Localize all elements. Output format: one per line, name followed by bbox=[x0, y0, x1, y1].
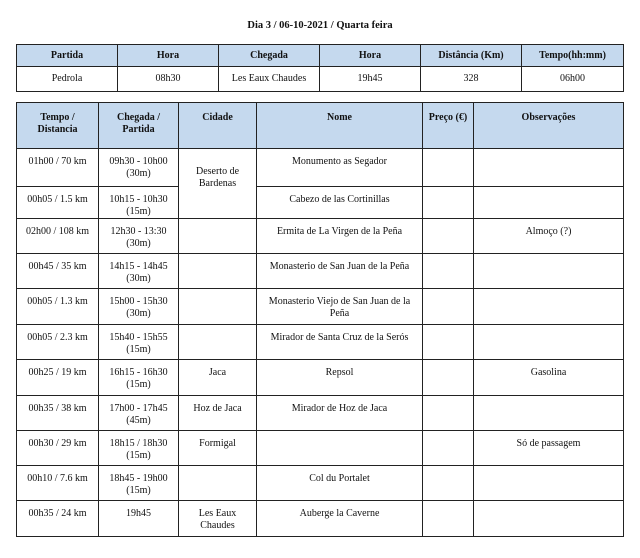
preco-cell bbox=[423, 254, 474, 289]
summary-header-chegada: Chegada bbox=[219, 45, 320, 67]
chegada-partida-cell: 18h45 - 19h00 (15m) bbox=[99, 466, 179, 501]
itinerary-row bbox=[17, 289, 624, 325]
tempo-distancia-cell: 00h45 / 35 km bbox=[17, 254, 99, 289]
tempo-distancia-cell: 00h25 / 19 km bbox=[17, 360, 99, 396]
nome-cell: Monasterio de San Juan de la Peña bbox=[257, 254, 423, 289]
observacoes-cell bbox=[474, 325, 624, 360]
summary-header-partida: Partida bbox=[17, 45, 118, 67]
preco-cell bbox=[423, 360, 474, 396]
observacoes-cell bbox=[474, 396, 624, 431]
preco-cell bbox=[423, 466, 474, 501]
chegada-partida-cell: 12h30 - 13:30 (30m) bbox=[99, 219, 179, 254]
chegada-partida-cell: 15h00 - 15h30 (30m) bbox=[99, 289, 179, 325]
itinerary-row bbox=[17, 431, 624, 466]
summary-partida: Pedrola bbox=[17, 67, 118, 92]
cidade-cell: Deserto de Bardenas bbox=[179, 149, 257, 219]
observacoes-cell: Só de passagem bbox=[474, 431, 624, 466]
cidade-cell bbox=[179, 254, 257, 289]
cidade-cell: Jaca bbox=[179, 360, 257, 396]
chegada-partida-cell: 14h15 - 14h45 (30m) bbox=[99, 254, 179, 289]
itinerary-table bbox=[16, 102, 624, 537]
summary-hora-chegada: 19h45 bbox=[320, 67, 421, 92]
observacoes-cell bbox=[474, 289, 624, 325]
itinerary-row bbox=[17, 149, 624, 187]
observacoes-cell bbox=[474, 501, 624, 537]
tempo-distancia-cell: 00h05 / 2.3 km bbox=[17, 325, 99, 360]
chegada-partida-cell: 10h15 - 10h30 (15m) bbox=[99, 187, 179, 219]
tempo-distancia-cell: 02h00 / 108 km bbox=[17, 219, 99, 254]
observacoes-cell bbox=[474, 254, 624, 289]
tempo-distancia-cell: 00h35 / 38 km bbox=[17, 396, 99, 431]
preco-cell bbox=[423, 187, 474, 219]
itinerary-body bbox=[17, 149, 624, 537]
preco-cell bbox=[423, 219, 474, 254]
summary-table bbox=[16, 44, 624, 92]
header-preco: Preço (€) bbox=[423, 103, 474, 149]
tempo-distancia-cell: 00h05 / 1.3 km bbox=[17, 289, 99, 325]
summary-header-row bbox=[17, 45, 624, 67]
summary-header-hora-partida: Hora bbox=[118, 45, 219, 67]
itinerary-row bbox=[17, 219, 624, 254]
nome-cell: Repsol bbox=[257, 360, 423, 396]
chegada-partida-cell: 09h30 - 10h00 (30m) bbox=[99, 149, 179, 187]
header-cidade: Cidade bbox=[179, 103, 257, 149]
observacoes-cell bbox=[474, 466, 624, 501]
itinerary-row bbox=[17, 360, 624, 396]
tempo-distancia-cell: 00h30 / 29 km bbox=[17, 431, 99, 466]
nome-cell bbox=[257, 431, 423, 466]
tempo-distancia-cell: 00h35 / 24 km bbox=[17, 501, 99, 537]
summary-header-tempo: Tempo(hh:mm) bbox=[522, 45, 624, 67]
cidade-cell: Formigal bbox=[179, 431, 257, 466]
summary-tempo: 06h00 bbox=[522, 67, 624, 92]
preco-cell bbox=[423, 431, 474, 466]
chegada-partida-cell: 18h15 / 18h30 (15m) bbox=[99, 431, 179, 466]
summary-chegada: Les Eaux Chaudes bbox=[219, 67, 320, 92]
nome-cell: Monasterio Viejo de San Juan de la Peña bbox=[257, 289, 423, 325]
observacoes-cell: Gasolina bbox=[474, 360, 624, 396]
summary-values-row bbox=[17, 67, 624, 92]
observacoes-cell bbox=[474, 149, 624, 187]
nome-cell: Ermita de La Virgen de la Peña bbox=[257, 219, 423, 254]
chegada-partida-cell: 16h15 - 16h30 (15m) bbox=[99, 360, 179, 396]
observacoes-cell bbox=[474, 187, 624, 219]
nome-cell: Monumento as Segador bbox=[257, 149, 423, 187]
cidade-cell: Les Eaux Chaudes bbox=[179, 501, 257, 537]
preco-cell bbox=[423, 396, 474, 431]
header-tempo-distancia: Tempo / Distancia bbox=[17, 103, 99, 149]
nome-cell: Auberge la Caverne bbox=[257, 501, 423, 537]
itinerary-row bbox=[17, 501, 624, 537]
chegada-partida-cell: 15h40 - 15h55 (15m) bbox=[99, 325, 179, 360]
itinerary-row bbox=[17, 325, 624, 360]
cidade-cell bbox=[179, 325, 257, 360]
preco-cell bbox=[423, 501, 474, 537]
cidade-cell bbox=[179, 466, 257, 501]
cidade-cell bbox=[179, 289, 257, 325]
tempo-distancia-cell: 01h00 / 70 km bbox=[17, 149, 99, 187]
summary-hora-partida: 08h30 bbox=[118, 67, 219, 92]
chegada-partida-cell: 19h45 bbox=[99, 501, 179, 537]
header-nome: Nome bbox=[257, 103, 423, 149]
cidade-cell bbox=[179, 219, 257, 254]
cidade-cell: Hoz de Jaca bbox=[179, 396, 257, 431]
preco-cell bbox=[423, 289, 474, 325]
itinerary-row bbox=[17, 396, 624, 431]
tempo-distancia-cell: 00h05 / 1.5 km bbox=[17, 187, 99, 219]
nome-cell: Col du Portalet bbox=[257, 466, 423, 501]
tempo-distancia-cell: 00h10 / 7.6 km bbox=[17, 466, 99, 501]
header-observacoes: Observações bbox=[474, 103, 624, 149]
header-chegada-partida: Chegada / Partida bbox=[99, 103, 179, 149]
summary-header-hora-chegada: Hora bbox=[320, 45, 421, 67]
nome-cell: Cabezo de las Cortinillas bbox=[257, 187, 423, 219]
page-title: Dia 3 / 06-10-2021 / Quarta feira bbox=[247, 20, 393, 31]
itinerary-row bbox=[17, 187, 624, 219]
chegada-partida-cell: 17h00 - 17h45 (45m) bbox=[99, 396, 179, 431]
nome-cell: Mirador de Santa Cruz de la Serós bbox=[257, 325, 423, 360]
preco-cell bbox=[423, 325, 474, 360]
observacoes-cell: Almoço (?) bbox=[474, 219, 624, 254]
itinerary-row bbox=[17, 254, 624, 289]
preco-cell bbox=[423, 149, 474, 187]
summary-header-distancia: Distância (Km) bbox=[421, 45, 522, 67]
itinerary-header-row bbox=[17, 103, 624, 149]
itinerary-row bbox=[17, 466, 624, 501]
summary-distancia: 328 bbox=[421, 67, 522, 92]
nome-cell: Mirador de Hoz de Jaca bbox=[257, 396, 423, 431]
